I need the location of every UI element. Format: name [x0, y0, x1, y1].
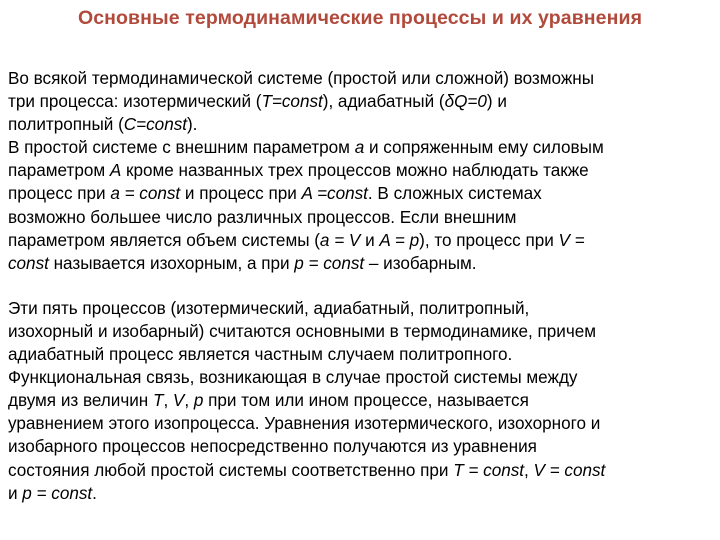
formula: p = const: [294, 252, 365, 273]
text-run: состояния любой простой системы соответственно при: [8, 459, 454, 480]
text-line: [8, 159, 714, 182]
text-run: ), то процесс при: [419, 229, 559, 250]
text-line: [8, 229, 714, 252]
text-run: кроме названных трех процессов можно наблюдать также: [121, 160, 589, 181]
text-run: ,: [524, 459, 534, 480]
text-run: и сопряженным ему силовым: [364, 137, 604, 158]
text-line: [8, 320, 714, 343]
formula: V: [172, 390, 185, 411]
text-line: [8, 136, 714, 159]
text-line: [8, 182, 714, 205]
text-run: и: [8, 482, 23, 503]
text-line: [8, 343, 714, 366]
text-run: ), адиабатный (: [322, 91, 445, 112]
text-run: изохорный и изобарный) считаются основными в термодинамике, причем: [8, 320, 597, 341]
text-run: . В сложных системах: [367, 183, 542, 204]
text-run: .: [92, 482, 97, 503]
text-run: и процесс при: [180, 183, 302, 204]
text-line: [8, 435, 714, 458]
text-line: [8, 366, 714, 389]
formula: a = V: [319, 229, 361, 250]
text-line: [8, 459, 714, 482]
text-run: ).: [186, 114, 198, 135]
formula: p = const: [22, 482, 93, 503]
text-line: [8, 113, 714, 136]
formula: a: [354, 137, 365, 158]
text-run: параметром является объем системы (: [8, 229, 320, 250]
text-run: адиабатный процесс является частным случаем политропного.: [8, 344, 513, 365]
paragraph-1: [8, 67, 716, 275]
formula: A =const: [301, 183, 368, 204]
text-run: ,: [184, 390, 194, 411]
slide-title: Основные термодинамические процессы и их уравнения: [77, 7, 643, 29]
text-line: [8, 412, 714, 435]
slide-body: [8, 67, 716, 505]
text-line: [8, 206, 714, 229]
text-run: ,: [163, 390, 173, 411]
text-run: – изобарным.: [364, 252, 477, 273]
formula: V = const: [533, 459, 606, 480]
formula: δQ=0: [444, 91, 487, 112]
text-run: три процесса: изотермический (: [8, 91, 262, 112]
text-line: [8, 482, 714, 505]
formula: A = p: [379, 229, 420, 250]
formula: a = const: [110, 183, 181, 204]
text-run: двумя из величин: [8, 390, 153, 411]
text-run: изобарного процессов непосредственно получаются из уравнения: [8, 436, 537, 457]
text-run: Во всякой термодинамической системе (простой или сложной) возможны: [8, 68, 595, 88]
text-run: Эти пять процессов (изотермический, адиабатный, политропный,: [8, 297, 530, 318]
text-run: процесс при: [8, 183, 111, 204]
paragraph-gap: [8, 275, 716, 297]
formula: T = const: [453, 459, 525, 480]
text-line: [8, 252, 714, 275]
formula: T=const: [261, 91, 323, 112]
text-line: [8, 297, 714, 320]
text-run: ) и: [486, 91, 507, 112]
text-run: Функциональная связь, возникающая в случае простой системы между: [8, 367, 578, 388]
text-run: уравнением этого изопроцесса. Уравнения изотермического, изохорного и: [8, 413, 601, 434]
text-run: возможно большее число различных процессов. Если внешним: [8, 206, 517, 227]
text-run: называется изохорным, а при: [48, 252, 295, 273]
formula: T: [152, 390, 164, 411]
text-run: политропный (: [8, 114, 124, 135]
text-run: при том или ином процессе, называется: [203, 390, 529, 411]
text-line: [8, 389, 714, 412]
formula: C=const: [123, 114, 187, 135]
formula: V =: [558, 229, 585, 250]
text-line: [8, 67, 714, 90]
formula: const: [8, 252, 49, 273]
paragraph-2: [8, 297, 716, 505]
text-run: В простой системе с внешним параметром: [8, 137, 355, 158]
formula: A: [109, 160, 122, 181]
text-run: параметром: [8, 160, 110, 181]
text-run: и: [360, 229, 380, 250]
formula: p: [193, 390, 204, 411]
text-line: [8, 90, 714, 113]
